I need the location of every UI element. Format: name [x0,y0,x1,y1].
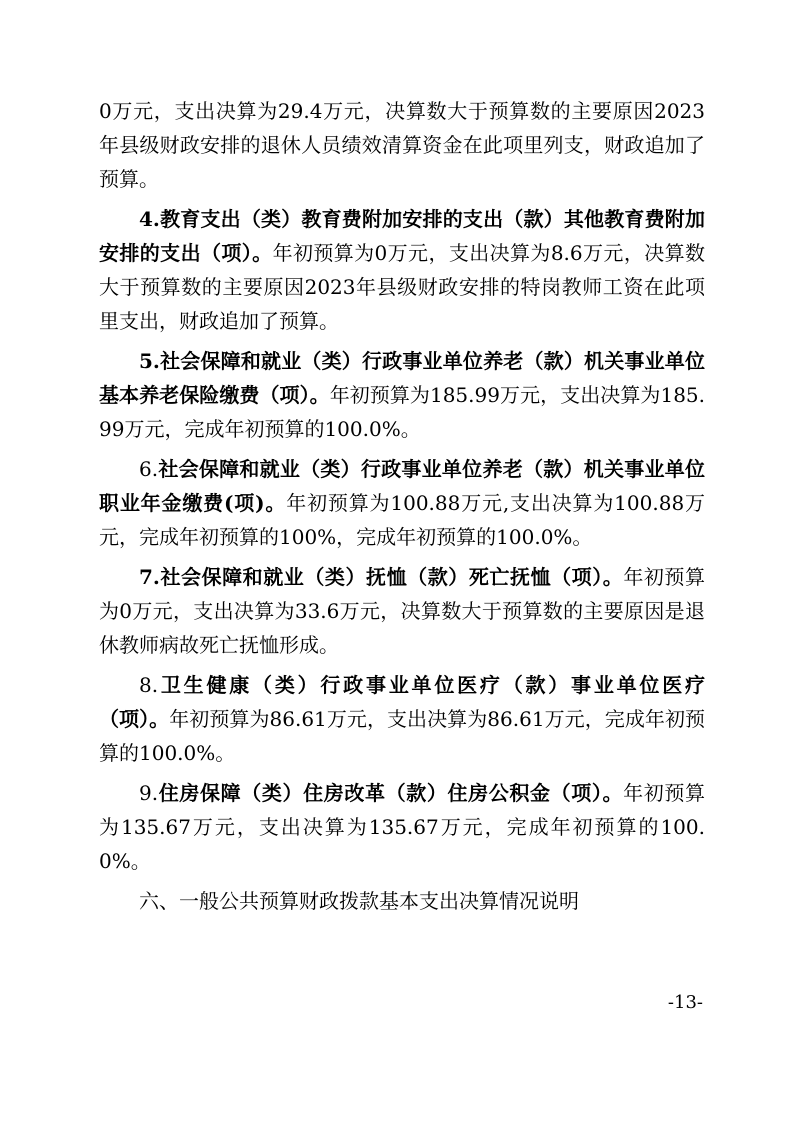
item-text: 年初预算为0万元，支出决算为33.6万元，决算数大于预算数的主要原因是退休教师病故死亡抚恤形成。 [99,565,705,657]
item-heading: 卫生健康（类）行政事业单位医疗（款）事业单位医疗（项）。 [99,673,705,731]
item-text: 年初预算为0万元，支出决算为8.6万元，决算数大于预算数的主要原因2023年县级财政安排的特岗教师工资在此项里支出，财政追加了预算。 [99,241,706,333]
item-text: 年初预算为100.88万元,支出决算为100.88万元，完成年初预算的100%，完成年初预算的100.0%。 [99,491,705,549]
item-heading: 住房保障（类）住房改革（款）住房公积金（项）。 [158,781,624,805]
item-number: 9. [139,781,159,805]
item-heading: 4.教育支出（类）教育费附加安排的支出（款）其他教育费附加安排的支出（项）。 [99,207,705,265]
page-number: -13- [667,992,703,1013]
paragraph-text: 0万元，支出决算为29.4万元，决算数大于预算数的主要原因2023年县级财政安排的退休人员绩效清算资金在此项里列支，财政追加了预算。 [99,99,705,191]
paragraph-item-4 [99,202,705,338]
item-text: 年初预算为86.61万元，支出决算为86.61万元，完成年初预算的100.0%。 [99,707,706,765]
item-heading: 7.社会保障和就业（类）抚恤（款）死亡抚恤（项）。 [139,565,624,589]
item-heading: 5.社会保障和就业（类）行政事业单位养老（款）机关事业单位基本养老保险缴费（项）。 [99,349,705,407]
paragraph-item-5 [99,344,705,446]
document-body [99,94,705,918]
section-heading-text: 六、一般公共预算财政拨款基本支出决算情况说明 [139,889,579,913]
paragraph-item-9 [99,776,705,878]
paragraph-continuation [99,94,705,196]
section-heading [99,884,705,918]
item-text: 年初预算为185.99万元，支出决算为185.99万元，完成年初预算的100.0%。 [99,383,705,441]
paragraph-item-7 [99,560,705,662]
paragraph-item-6 [99,452,705,554]
item-number: 8. [139,673,159,697]
paragraph-item-8 [99,668,705,770]
item-heading: 社会保障和就业（类）行政事业单位养老（款）机关事业单位职业年金缴费(项)。 [99,457,705,515]
item-text: 年初预算为135.67万元，支出决算为135.67万元，完成年初预算的100.0%。 [99,781,706,873]
item-number: 6. [139,457,159,481]
